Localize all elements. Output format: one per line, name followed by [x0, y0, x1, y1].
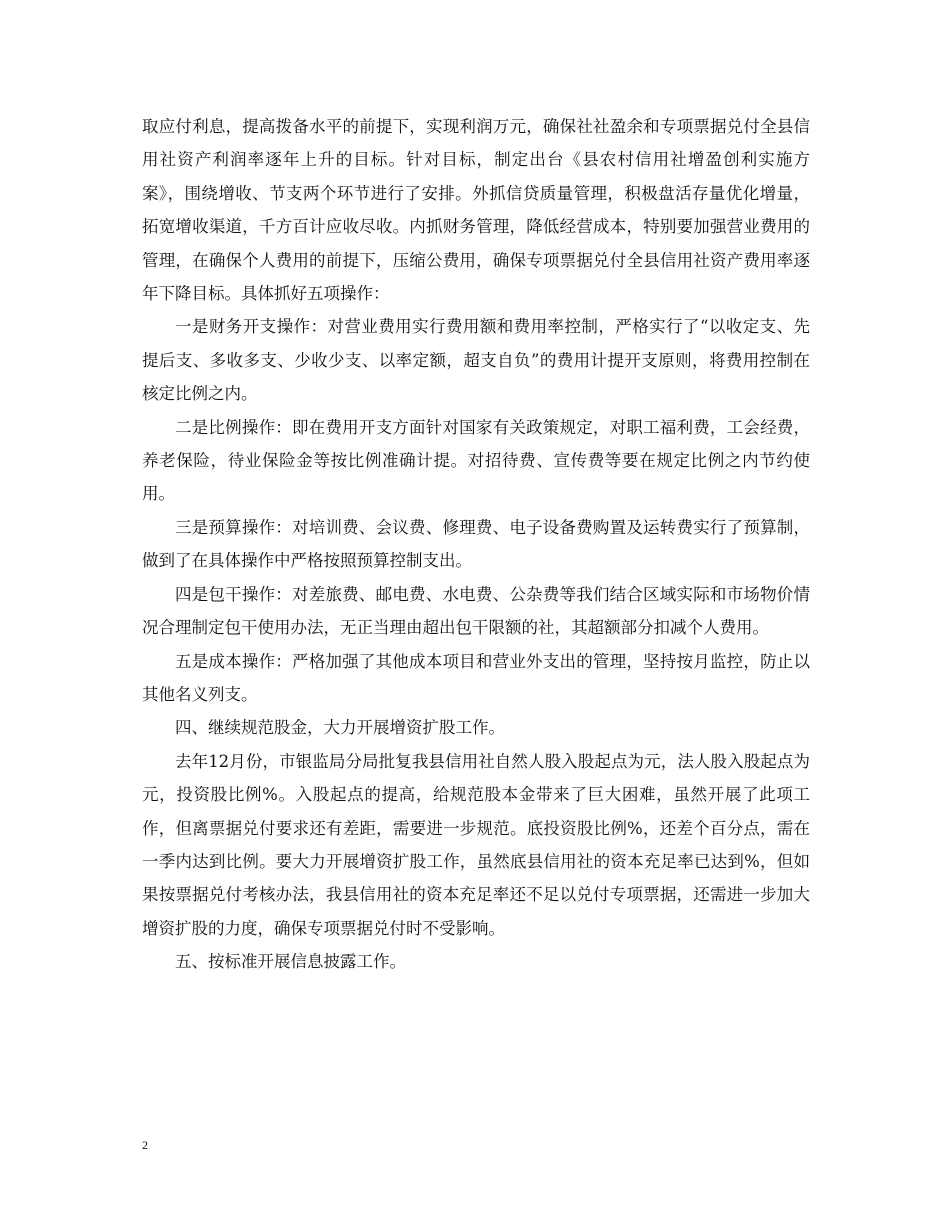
paragraph-ratio-operation: 二是比例操作：即在费用开支方面针对国家有关政策规定，对职工福利费，工会经费，养老保险，待业保险金等按比例准确计提。对招待费、宣传费等要在规定比例之内节约使用。: [142, 417, 810, 504]
paragraph-cost-operation: 五是成本操作：严格加强了其他成本项目和营业外支出的管理，坚持按月监控，防止以其他名义列支。: [142, 651, 810, 704]
section-heading-share-capital: 四、继续规范股金，大力开展增资扩股工作。: [175, 718, 505, 738]
section-heading-disclosure: 五、按标准开展信息披露工作。: [175, 952, 406, 972]
paragraph-share-capital: 去年12月份，市银监局分局批复我县信用社自然人股入股起点为元，法人股入股起点为元，投资股比例%。入股起点的提高，给规范股本金带来了巨大困难，虽然开展了此项工作，但离票据兑付要求还有差距，需要进一步规范。底投资股比例%，还差个百分点，需在一季内达到比例。要大力开展增资扩股工作，虽然底县信用社的资本充足率已达到%，但如果按票据兑付考核办法，我县信用社的资本充足率还不足以兑付专项票据，还需进一步加大增资扩股的力度，确保专项票据兑付时不受影响。: [142, 751, 810, 938]
paragraph-profit-targets: 取应付利息，提高拨备水平的前提下，实现利润万元，确保社社盈余和专项票据兑付全县信用社资产利润率逐年上升的目标。针对目标，制定出台《县农村信用社增盈创利实施方案》，围绕增收、节支两个环节进行了安排。外抓信贷质量管理，积极盘活存量优化增量，拓宽增收渠道，千方百计应收尽收。内抓财务管理，降低经营成本，特别要加强营业费用的管理，在确保个人费用的前提下，压缩公费用，确保专项票据兑付全县信用社资产费用率逐年下降目标。具体抓好五项操作：: [142, 117, 810, 304]
document-body: [142, 110, 810, 979]
page-number: 2: [142, 1138, 148, 1152]
paragraph-expense-control: 一是财务开支操作：对营业费用实行费用额和费用率控制，严格实行了“以收定支、先提后支、多收多支、少收少支、以率定额，超支自负”的费用计提开支原则，将费用控制在核定比例之内。: [142, 317, 810, 404]
paragraph-contract-operation: 四是包干操作：对差旅费、邮电费、水电费、公杂费等我们结合区域实际和市场物价情况合理制定包干使用办法，无正当理由超出包干限额的社，其超额部分扣减个人费用。: [142, 584, 810, 638]
paragraph-budget-operation: 三是预算操作：对培训费、会议费、修理费、电子设备费购置及运转费实行了预算制，做到了在具体操作中严格按照预算控制支出。: [142, 517, 810, 571]
